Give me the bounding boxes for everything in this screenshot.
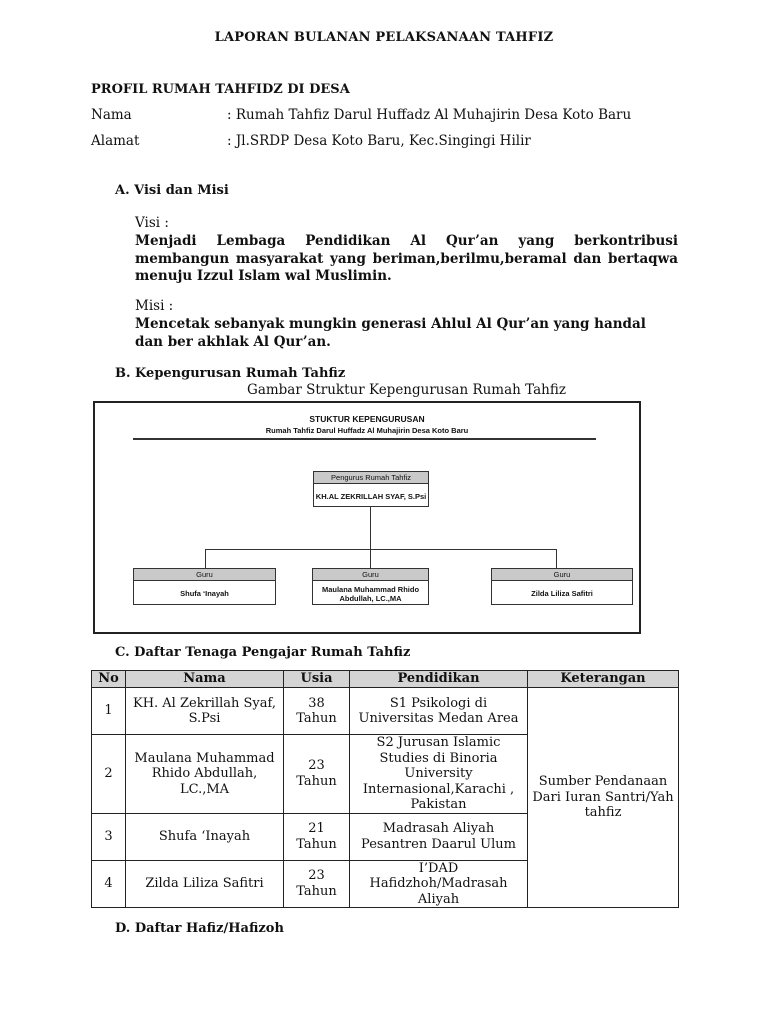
name-value: : Rumah Tahfiz Darul Huffadz Al Muhajirin Desa Koto Baru: [227, 107, 632, 123]
org-title-rule: [133, 438, 596, 440]
section-d-heading: D. Daftar Hafiz/Hafizoh: [115, 921, 284, 936]
org-box-guru-2: [312, 568, 429, 605]
section-c-heading: C. Daftar Tenaga Pengajar Rumah Tahfiz: [115, 645, 411, 660]
cell-usia: 23 Tahun: [284, 860, 350, 908]
cell-nama: Zilda Liliza Safitri: [126, 860, 284, 908]
cell-usia: 21 Tahun: [284, 813, 350, 860]
address-label: Alamat: [91, 133, 140, 149]
col-header-nama: Nama: [126, 671, 284, 688]
table-header-row: [92, 671, 679, 688]
table-row: [92, 688, 679, 735]
org-connector-middle: [370, 549, 371, 568]
section-a-heading: A. Visi dan Misi: [115, 183, 229, 198]
org-box-guru-1-name: Shufa ‘Inayah: [180, 589, 229, 598]
teachers-table: [91, 670, 679, 908]
org-box-top: [313, 471, 429, 507]
org-box-guru-3-role: Guru: [492, 569, 632, 581]
org-connector-left: [205, 549, 206, 568]
cell-nama: Shufa ‘Inayah: [126, 813, 284, 860]
col-header-no: No: [92, 671, 126, 688]
section-b-heading: B. Kepengurusan Rumah Tahfiz: [115, 366, 346, 381]
cell-nama: KH. Al Zekrillah Syaf, S.Psi: [126, 688, 284, 735]
cell-no: 2: [92, 735, 126, 814]
col-header-usia: Usia: [284, 671, 350, 688]
cell-pendidikan: I’DAD Hafidzhoh/Madrasah Aliyah: [350, 860, 528, 908]
cell-nama: Maulana Muhammad Rhido Abdullah, LC.,MA: [126, 735, 284, 814]
cell-pendidikan: S2 Jurusan Islamic Studies di Binoria University Internasional,Karachi , Pakistan: [350, 735, 528, 814]
org-chart: [93, 401, 641, 634]
org-connector-trunk: [370, 507, 371, 549]
org-box-guru-1: [133, 568, 276, 605]
cell-pendidikan: Madrasah Aliyah Pesantren Daarul Ulum: [350, 813, 528, 860]
profile-heading: PROFIL RUMAH TAHFIDZ DI DESA: [91, 82, 350, 97]
cell-no: 1: [92, 688, 126, 735]
org-box-guru-1-role: Guru: [134, 569, 275, 581]
org-chart-caption: Gambar Struktur Kepengurusan Rumah Tahfiz: [247, 382, 566, 398]
cell-usia: 38 Tahun: [284, 688, 350, 735]
col-header-keterangan: Keterangan: [528, 671, 679, 688]
cell-no: 4: [92, 860, 126, 908]
name-label: Nama: [91, 107, 132, 123]
org-chart-title: STUKTUR KEPENGURUSAN: [309, 414, 425, 424]
org-box-top-role: Pengurus Rumah Tahfiz: [314, 472, 428, 484]
org-box-guru-3-name: Zilda Liliza Safitri: [531, 589, 593, 598]
visi-text: Menjadi Lembaga Pendidikan Al Qur’an yang berkontribusi membangun masyarakat yang beriman,berilmu,beramal dan bertaqwa menuju Izzul Islam wal Muslimin.: [135, 233, 678, 284]
org-box-guru-2-name: Maulana Muhammad Rhido Abdullah, LC.,MA: [321, 584, 420, 603]
org-box-guru-3: [491, 568, 633, 605]
org-box-guru-2-role: Guru: [313, 569, 428, 581]
visi-label: Visi :: [135, 215, 169, 231]
org-connector-bar: [205, 549, 557, 550]
org-box-top-name: KH.AL ZEKRILLAH SYAF, S.Psi: [315, 491, 427, 501]
col-header-pendidikan: Pendidikan: [350, 671, 528, 688]
cell-keterangan: Sumber Pendanaan Dari Iuran Santri/Yah tahfiz: [528, 688, 679, 908]
org-connector-right: [556, 549, 557, 568]
org-chart-subtitle: Rumah Tahfiz Darul Huffadz Al Muhajirin Desa Koto Baru: [265, 426, 469, 435]
cell-pendidikan: S1 Psikologi di Universitas Medan Area: [350, 688, 528, 735]
address-value: : Jl.SRDP Desa Koto Baru, Kec.Singingi Hilir: [227, 133, 531, 149]
misi-text: Mencetak sebanyak mungkin generasi Ahlul Al Qur’an yang handal dan ber akhlak Al Qur’an.: [135, 316, 646, 350]
misi-label: Misi :: [135, 298, 174, 314]
cell-usia: 23 Tahun: [284, 735, 350, 814]
report-title: LAPORAN BULANAN PELAKSANAAN TAHFIZ: [214, 30, 554, 45]
cell-no: 3: [92, 813, 126, 860]
